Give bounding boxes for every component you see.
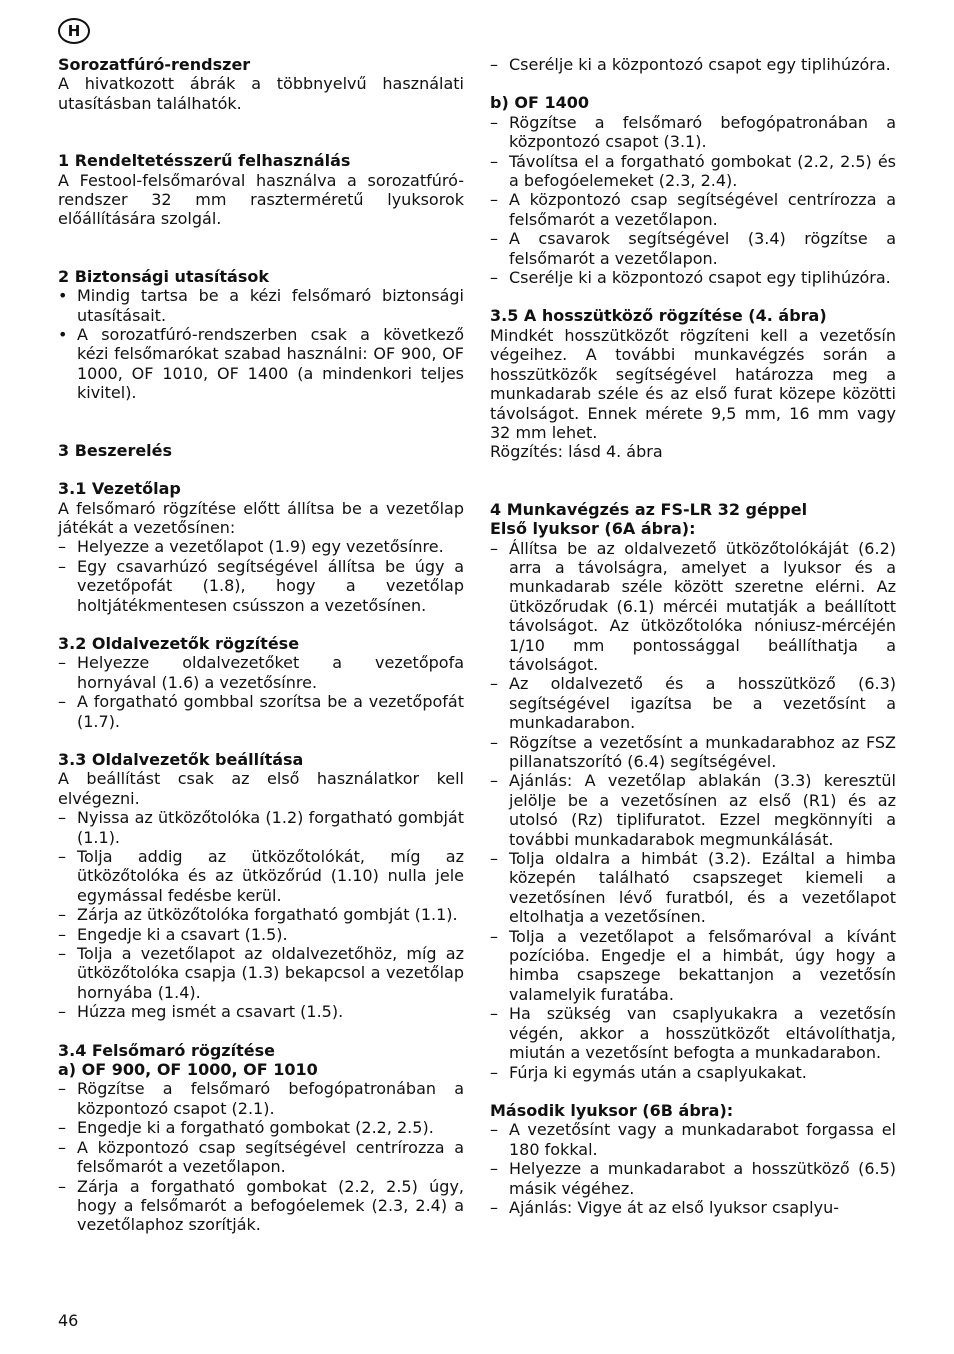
list-item-text: Egy csavarhúzó segítségével állítsa be úgy a vezetőpofát (1.8), hogy a vezetőlap holtjátékmentesen csússzon a vezetősínen. (77, 556, 464, 615)
spacer (58, 1022, 464, 1041)
spacer (58, 113, 464, 151)
list-item (58, 557, 464, 615)
dash-marker: – (58, 847, 66, 866)
spacer (490, 287, 896, 306)
list-item (490, 152, 896, 191)
section-heading: 3.3 Oldalvezetők beállítása (58, 749, 304, 769)
dash-marker: – (490, 190, 498, 210)
dash-marker: – (490, 151, 498, 171)
dash-marker: – (490, 112, 498, 132)
list-item (490, 1120, 896, 1159)
list-item-text: Ajánlás: A vezetőlap ablakán (3.3) keresztül jelölje be a vezetősínen az első (R1) és az utolsó (Rz) tiplifuratot. Ezzel megkönnyíti a további munkadarabok megmunkálását. (509, 771, 896, 849)
list-item-text: A sorozatfúró-rendszerben csak a következő kézi felsőmarókat szabad használni: OF 900, OF 1000, OF 1010, OF 1400 (a mindenkori teljes kivitel). (77, 325, 464, 403)
paragraph: A hivatkozott ábrák a többnyelvű használati utasításban találhatók. (58, 74, 464, 113)
paragraph: A beállítást csak az első használatkor kell elvégezni. (58, 769, 464, 808)
list-item (490, 771, 896, 849)
list-item-text: Nyissa az ütközőtolóka (1.2) forgatható gombját (1.1). (77, 808, 464, 847)
list-item-text: Tolja a vezetőlapot a felsőmaróval a kívánt pozícióba. Engedje el a himbát, úgy hogy a himba csapszege bekattanjon a vezetősín valamelyik furatába. (509, 926, 896, 1004)
list-item (58, 905, 464, 924)
spacer (490, 462, 896, 500)
list-item (58, 1002, 464, 1021)
list-item (58, 325, 464, 403)
dash-marker: – (490, 1004, 498, 1024)
list-item (58, 925, 464, 944)
list-item (490, 113, 896, 152)
section-heading: 3.5 A hosszütköző rögzítése (4. ábra) (490, 306, 827, 326)
spacer (58, 731, 464, 750)
dash-marker: – (490, 849, 498, 869)
list-item (490, 1063, 896, 1082)
dash-marker: – (58, 905, 66, 925)
dash-marker: – (58, 1176, 66, 1196)
section-heading: Sorozatfúró-rendszer (58, 55, 251, 74)
dash-marker: – (58, 1002, 66, 1022)
list-item-text: Engedje ki a forgatható gombokat (2.2, 2.5). (77, 1118, 434, 1138)
section-heading: 3 Beszerelés (58, 440, 173, 460)
list-item-text: Ha szükség van csaplyukakra a vezetősín végén, akkor a hosszütközőt eltávolíthatja, miután a vezetősínt befogta a munkadarabon. (509, 1004, 896, 1063)
dash-marker: – (58, 1079, 66, 1099)
paragraph: A Festool-felsőmaróval használva a sorozatfúró-rendszer 32 mm raszterméretű lyuksorok előállítására szolgál. (58, 170, 464, 229)
page-number: 46 (58, 1311, 79, 1330)
list-item-text: Tolja a vezetőlapot az oldalvezetőhöz, míg az ütközőtolóka csapja (1.3) bekapcsol a vezetőlap hornyába (1.4). (77, 944, 464, 1002)
list-item (58, 286, 464, 325)
dash-marker: – (490, 229, 498, 249)
spacer (490, 1082, 896, 1101)
list-item (58, 808, 464, 847)
dash-marker: – (58, 944, 66, 964)
list-item (490, 733, 896, 772)
list-item-text: Zárja az ütközőtolóka forgatható gombját (1.1). (77, 905, 458, 925)
section-heading: 3.1 Vezetőlap (58, 479, 181, 499)
list-item (58, 847, 464, 905)
dash-marker: – (490, 1062, 498, 1082)
dash-marker: – (58, 808, 66, 828)
section-heading: a) OF 900, OF 1000, OF 1010 (58, 1060, 318, 1080)
dash-marker: – (490, 771, 498, 791)
spacer (58, 460, 464, 479)
dash-marker: – (490, 1120, 498, 1140)
list-item-text: Húzza meg ismét a csavart (1.5). (77, 1002, 344, 1022)
list-item-text: Rögzítse a vezetősínt a munkadarabhoz az FSZ pillanatszorító (6.4) segítségével. (509, 732, 896, 771)
section-heading: b) OF 1400 (490, 93, 589, 113)
list-item (490, 1004, 896, 1062)
dash-marker: – (58, 556, 66, 576)
list-item-text: Tolja oldalra a himbát (3.2). Ezáltal a himba közepén található csapszeget kiemeli a vezetősínen lévő furatból, és a vezetőlapot eltolhatja a vezetősínen. (509, 849, 896, 927)
left-column (58, 55, 464, 1235)
section-heading: 2 Biztonsági utasítások (58, 266, 269, 286)
list-item-text: Az oldalvezető és a hosszütköző (6.3) segítségével igazítsa be a vezetősínt a munkadarabon. (509, 674, 896, 733)
spacer (58, 615, 464, 634)
list-item-text: Cserélje ki a központozó csapot egy tiplihúzóra. (509, 268, 891, 288)
section-heading: 4 Munkavégzés az FS-LR 32 géppel (490, 499, 808, 519)
list-item-text: A csavarok segítségével (3.4) rögzítse a felsőmarót a vezetőlapon. (509, 229, 896, 268)
bullet-marker: • (58, 286, 68, 306)
dash-marker: – (490, 674, 498, 694)
section-heading: 3.4 Felsőmaró rögzítése (58, 1040, 275, 1060)
list-item (490, 229, 896, 268)
list-item (490, 1159, 896, 1198)
list-item (58, 537, 464, 556)
spacer (58, 403, 464, 441)
spacer (490, 74, 896, 93)
list-item-text: Rögzítse a felsőmaró befogópatronában a központozó csapot (2.1). (77, 1079, 464, 1118)
dash-marker: – (58, 924, 66, 944)
dash-marker: – (58, 653, 66, 673)
dash-marker: – (58, 1137, 66, 1157)
spacer (58, 229, 464, 267)
list-item-text: A vezetősínt vagy a munkadarabot forgassa el 180 fokkal. (509, 1120, 896, 1159)
list-item (58, 653, 464, 692)
list-item-text: Rögzítse a felsőmaró befogópatronában a központozó csapot (3.1). (509, 112, 896, 152)
list-item-text: Engedje ki a csavart (1.5). (77, 924, 288, 944)
list-item (58, 1079, 464, 1118)
list-item-text: A központozó csap segítségével centrírozza a felsőmarót a vezetőlapon. (77, 1137, 464, 1177)
list-item (490, 927, 896, 1005)
list-item-text: Zárja a forgatható gombokat (2.2, 2.5) úgy, hogy a felsőmarót a befogóelemek (2.3, 2.4) a vezetőlaphoz szorítják. (77, 1176, 464, 1235)
dash-marker: – (490, 1197, 498, 1217)
list-item-text: A központozó csap segítségével centrírozza a felsőmarót a vezetőlapon. (509, 190, 896, 229)
list-item-text: Mindig tartsa be a kézi felsőmaró biztonsági utasításait. (77, 286, 464, 325)
list-item-text: Ajánlás: Vigye át az első lyuksor csaplyu- (509, 1197, 839, 1217)
list-item-text: Helyezze a munkadarabot a hosszütköző (6.5) másik végéhez. (509, 1159, 896, 1198)
section-heading: Első lyuksor (6A ábra): (490, 519, 696, 539)
list-item (58, 944, 464, 1002)
list-item (490, 849, 896, 927)
dash-marker: – (490, 268, 498, 288)
list-item (490, 1198, 896, 1217)
list-item (58, 1118, 464, 1137)
paragraph: A felsőmaró rögzítése előtt állítsa be a vezetőlap játékát a vezetősínen: (58, 498, 464, 537)
list-item-text: Távolítsa el a forgatható gombokat (2.2, 2.5) és a befogóelemeket (2.3, 2.4). (509, 151, 896, 191)
paragraph: Rögzítés: lásd 4. ábra (490, 442, 663, 462)
list-item-text: Állítsa be az oldalvezető ütközőtolókáját (6.2) arra a távolságra, amelyet a lyuksor és a munkadarab széle között szeretne elérni. Az ütközőrudak (6.1) mércéi mutatják a beállított távolságot. Az ütközőtolóka nóniusz-mércéjén 1/10 mm pontossággal beállíthatja a távolságot. (509, 538, 896, 674)
section-heading: 3.2 Oldalvezetők rögzítése (58, 633, 300, 653)
list-item (490, 539, 896, 675)
list-item-text: Tolja addig az ütközőtolókát, míg az ütközőtolóka és az ütközőrúd (1.10) nulla jele egymással fedésbe kerül. (77, 847, 464, 905)
list-item-text: Helyezze oldalvezetőket a vezetőpofa hornyával (1.6) a vezetősínre. (77, 653, 464, 692)
list-item (490, 55, 896, 74)
list-item-text: Cserélje ki a központozó csapot egy tiplihúzóra. (509, 55, 891, 74)
dash-marker: – (490, 1159, 498, 1179)
section-heading: Második lyuksor (6B ábra): (490, 1100, 734, 1120)
dash-marker: – (490, 732, 498, 752)
paragraph: Mindkét hosszütközőt rögzíteni kell a vezetősín végeihez. A további munkavégzés során a hosszütközők segítségével határozza meg a munkadarab széle és az első furat közepe közötti távolságot. Ennek mérete 9,5 mm, 16 mm vagy 32 mm lehet. (490, 325, 896, 442)
dash-marker: – (58, 692, 66, 712)
list-item (58, 692, 464, 731)
list-item (490, 190, 896, 229)
dash-marker: – (490, 926, 498, 946)
dash-marker: – (490, 55, 498, 74)
language-badge: H (58, 18, 90, 44)
list-item (58, 1138, 464, 1177)
list-item (490, 674, 896, 732)
list-item-text: Fúrja ki egymás után a csaplyukakat. (509, 1062, 807, 1082)
list-item-text: Helyezze a vezetőlapot (1.9) egy vezetősínre. (77, 537, 444, 557)
list-item (490, 268, 896, 287)
list-item-text: A forgatható gombbal szorítsa be a vezetőpofát (1.7). (77, 692, 464, 731)
list-item (58, 1177, 464, 1235)
dash-marker: – (490, 538, 498, 558)
dash-marker: – (58, 1118, 66, 1138)
section-heading: 1 Rendeltetésszerű felhasználás (58, 151, 351, 171)
dash-marker: – (58, 537, 66, 557)
right-column (490, 55, 896, 1217)
bullet-marker: • (58, 325, 68, 345)
